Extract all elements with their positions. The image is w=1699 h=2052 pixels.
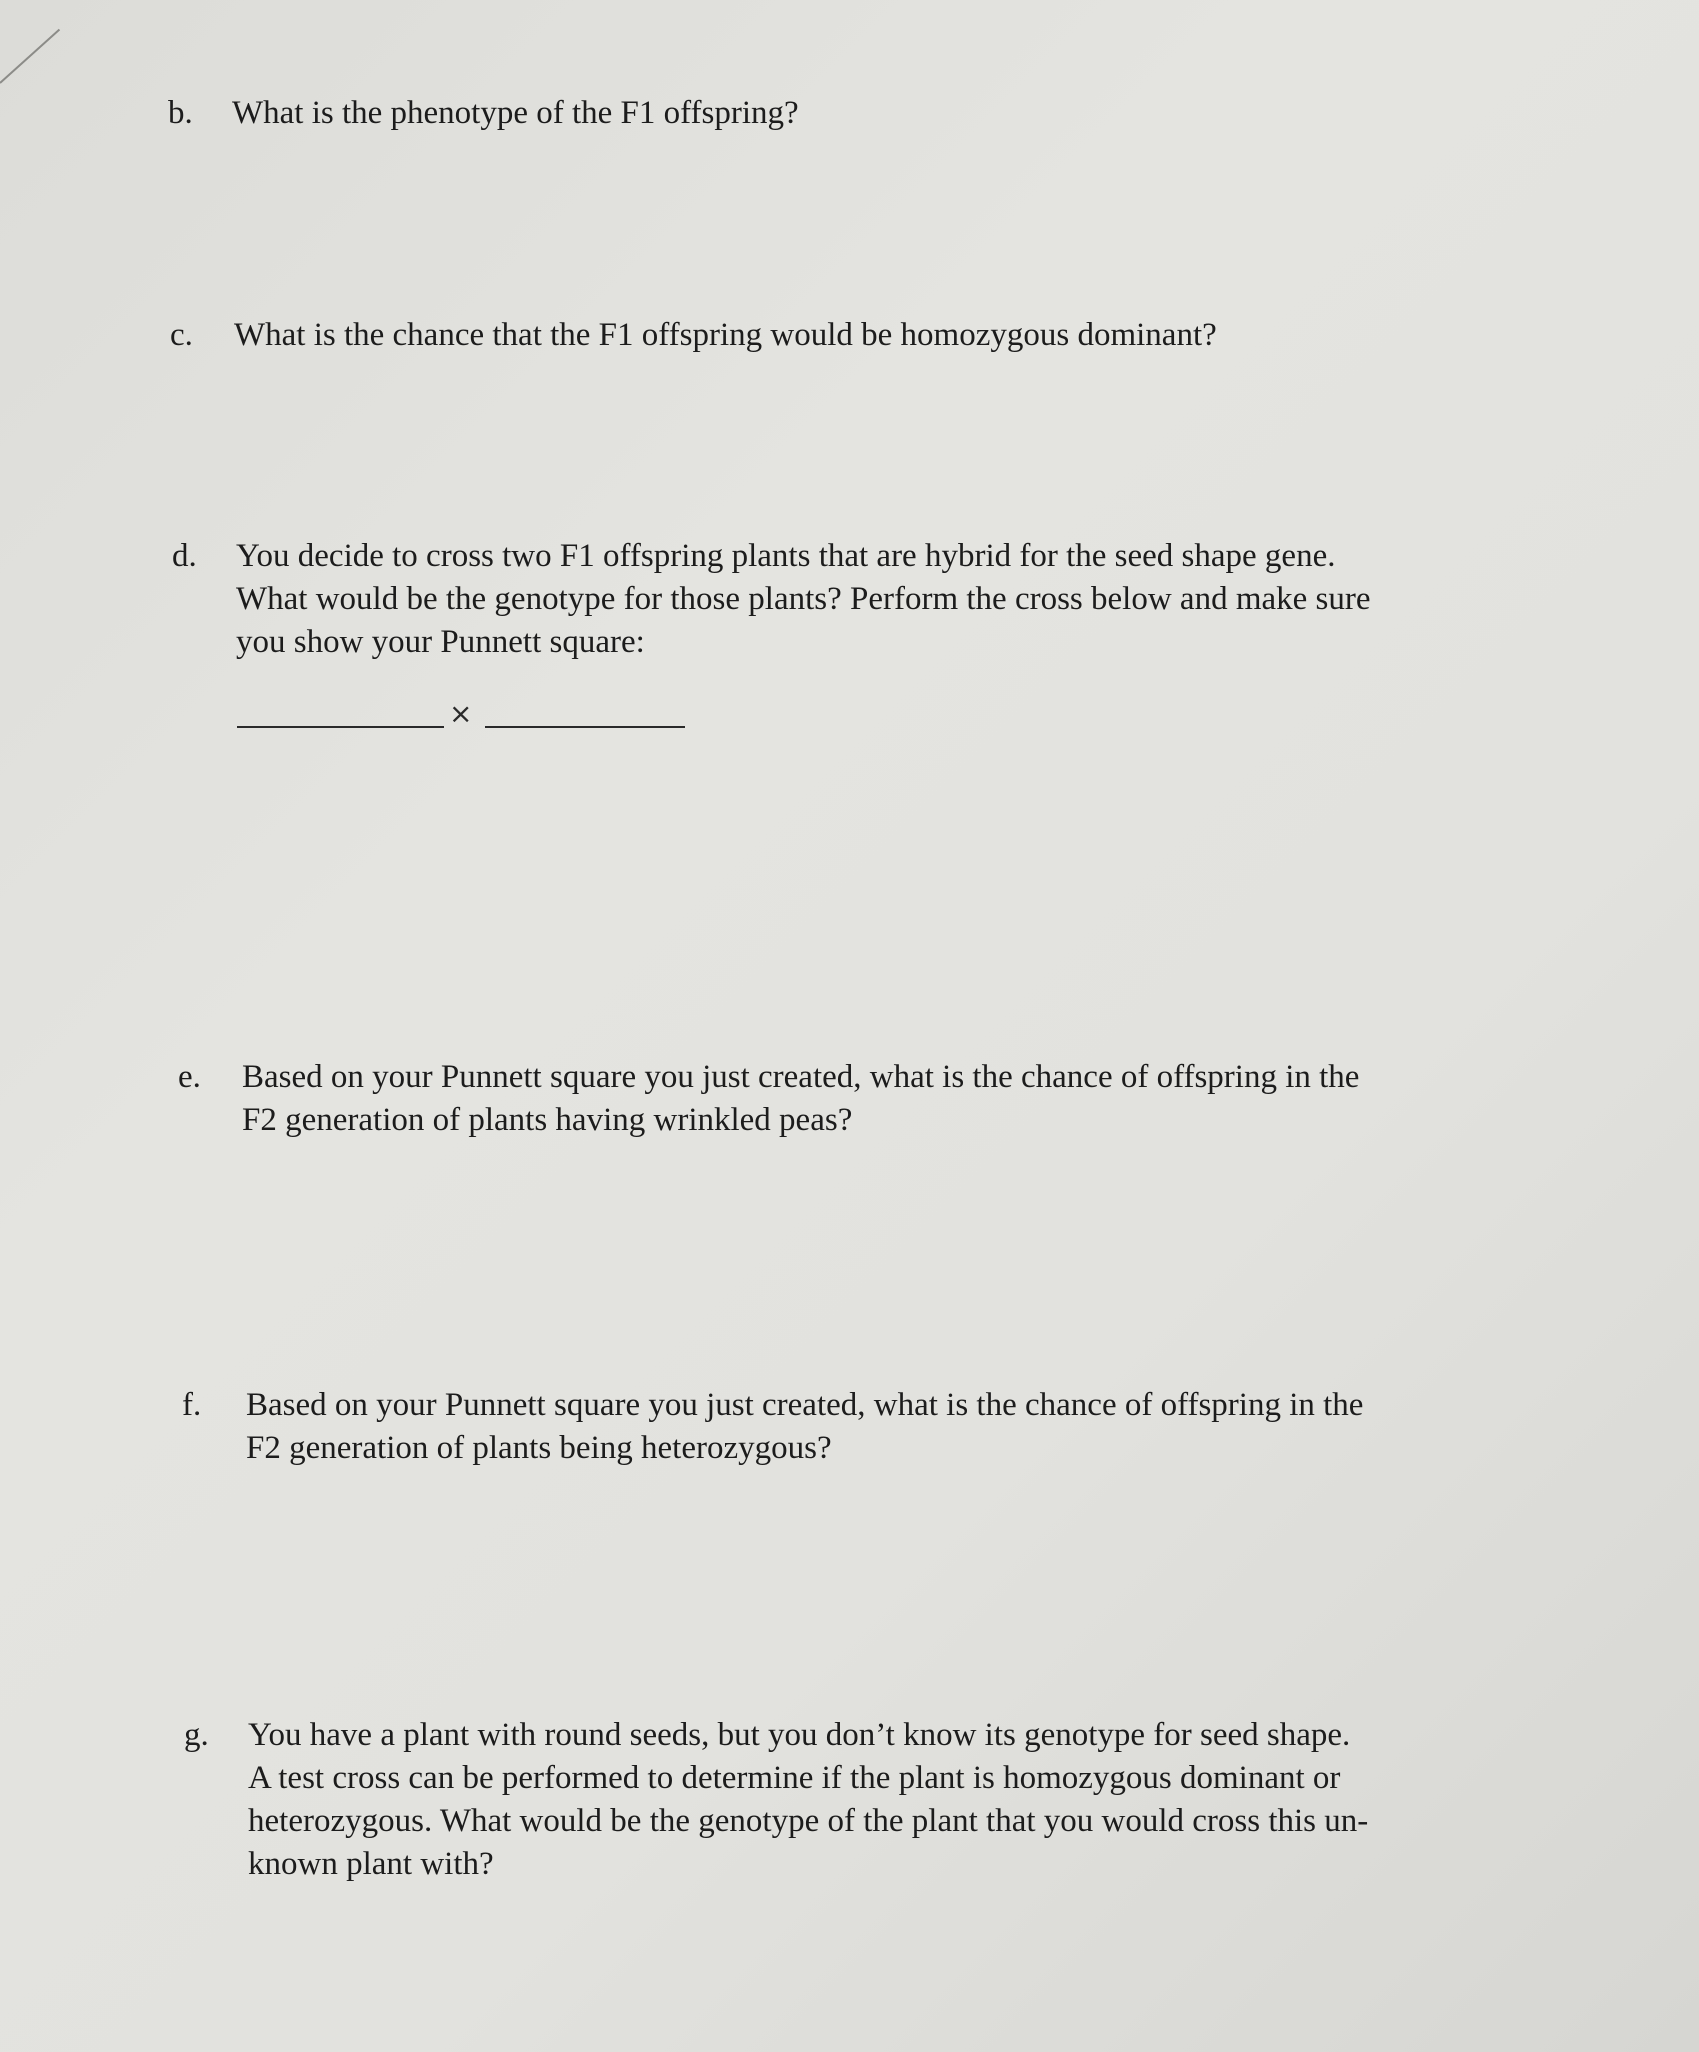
question-g-line-1: You have a plant with round seeds, but you don’t know its genotype for seed shape. xyxy=(248,1717,1351,1753)
question-g-line-3: heterozygous. What would be the genotype of the plant that you would cross this un- xyxy=(248,1803,1369,1839)
question-b-text: What is the phenotype of the F1 offspring? xyxy=(232,95,799,131)
question-d-line-3: you show your Punnett square: xyxy=(236,624,645,660)
question-g-label: g. xyxy=(184,1717,209,1753)
question-d-line-1: You decide to cross two F1 offspring plants that are hybrid for the seed shape gene. xyxy=(236,538,1336,574)
question-c xyxy=(170,314,1550,364)
cross-parent-1-blank[interactable] xyxy=(237,726,444,728)
question-f-label: f. xyxy=(182,1387,202,1423)
question-d-text xyxy=(236,535,1526,664)
question-g xyxy=(184,1714,1544,1894)
question-e-line-2: F2 generation of plants having wrinkled peas? xyxy=(242,1102,853,1138)
question-e-label: e. xyxy=(178,1059,201,1095)
question-e-line-1: Based on your Punnett square you just created, what is the chance of offspring in the xyxy=(242,1059,1360,1095)
question-d xyxy=(172,535,1532,670)
paper-fold-mark xyxy=(0,29,60,84)
question-e-text xyxy=(242,1056,1532,1142)
question-c-text: What is the chance that the F1 offspring would be homozygous dominant? xyxy=(234,317,1217,353)
question-f xyxy=(182,1384,1542,1474)
question-g-text xyxy=(248,1714,1538,1886)
question-c-label: c. xyxy=(170,317,193,353)
question-e xyxy=(178,1056,1538,1146)
question-d-line-2: What would be the genotype for those plants? Perform the cross below and make sure xyxy=(236,581,1371,617)
cross-parent-2-blank[interactable] xyxy=(485,726,685,728)
question-d-label: d. xyxy=(172,538,197,574)
cross-symbol: × xyxy=(449,697,473,730)
question-g-line-2: A test cross can be performed to determine if the plant is homozygous dominant or xyxy=(248,1760,1341,1796)
question-b-label: b. xyxy=(168,95,193,131)
question-b xyxy=(168,92,1548,142)
question-f-line-1: Based on your Punnett square you just created, what is the chance of offspring in the xyxy=(246,1387,1364,1423)
question-f-text xyxy=(246,1384,1536,1470)
question-g-line-4: known plant with? xyxy=(248,1846,494,1882)
question-f-line-2: F2 generation of plants being heterozygous? xyxy=(246,1430,832,1466)
